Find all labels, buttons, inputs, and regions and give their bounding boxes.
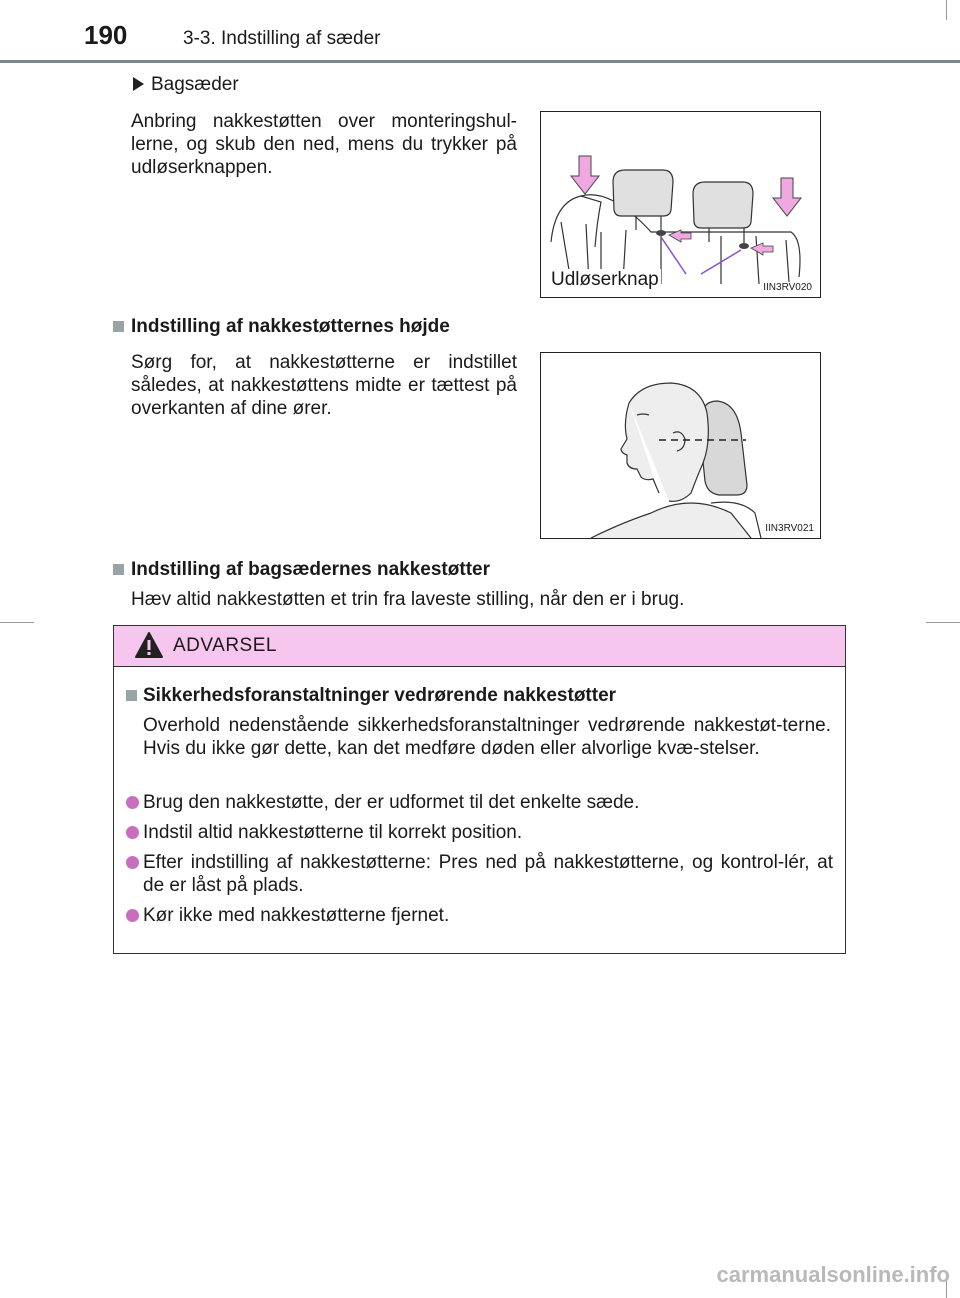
dot-bullet-icon [126, 826, 139, 839]
warning-bullet: Efter indstilling af nakkestøtterne: Pres ned på nakkestøtterne, og kontrol-lér, at de er låst på plads. [143, 852, 833, 896]
warning-bullet: Brug den nakkestøtte, der er udformet til det enkelte sæde. [143, 792, 640, 813]
triangle-bullet-icon [133, 77, 144, 91]
page-number: 190 [84, 20, 128, 50]
crop-mark [0, 622, 34, 623]
figure-code: IIN3RV020 [763, 282, 812, 293]
dot-bullet-icon [126, 856, 139, 869]
figure-label: Udløserknap [551, 269, 659, 290]
warning-box [113, 625, 846, 954]
warning-bullet: Indstil altid nakkestøtterne til korrekt position. [143, 822, 523, 843]
warning-heading: Sikkerhedsforanstaltninger vedrørende nakkestøtter [143, 685, 617, 706]
section-heading-height: Indstilling af nakkestøtternes højde [131, 316, 450, 337]
headrest-height-illustration [541, 353, 820, 538]
dot-bullet-icon [126, 796, 139, 809]
section-heading-rear: Indstilling af bagsædernes nakkestøtter [131, 559, 490, 580]
warning-bullet: Kør ikke med nakkestøtterne fjernet. [143, 905, 450, 926]
rear-seats-text: Anbring nakkestøtten over monteringshul-lerne, og skub den ned, mens du trykker på udløserknappen. [131, 111, 517, 178]
square-bullet-icon [126, 690, 137, 701]
rear-section-text: Hæv altid nakkestøtten et trin fra laveste stilling, når den er i brug. [131, 589, 685, 610]
height-text: Sørg for, at nakkestøtterne er indstillet således, at nakkestøttens midte er tættest på overkanten af dine ører. [131, 352, 517, 419]
section-title: 3-3. Indstilling af sæder [183, 28, 381, 49]
figure-rear-headrests [540, 111, 821, 298]
subsection-label: Bagsæder [151, 74, 239, 95]
figure-headrest-height [540, 352, 821, 539]
dot-bullet-icon [126, 909, 139, 922]
warning-triangle-icon [134, 631, 164, 659]
square-bullet-icon [113, 564, 124, 575]
crop-mark [926, 622, 960, 623]
warning-header [114, 626, 845, 667]
figure-code: IIN3RV021 [765, 523, 814, 534]
watermark: carmanualsonline.info [716, 1262, 950, 1287]
warning-title: ADVARSEL [173, 635, 277, 656]
warning-intro: Overhold nedenstående sikkerhedsforanstaltninger vedrørende nakkestøt-terne. Hvis du ikke gør dette, kan det medføre døden eller alvorlige kvæ-stelser. [143, 715, 831, 759]
square-bullet-icon [113, 321, 124, 332]
crop-mark [946, 0, 947, 20]
header-rule [0, 60, 960, 63]
